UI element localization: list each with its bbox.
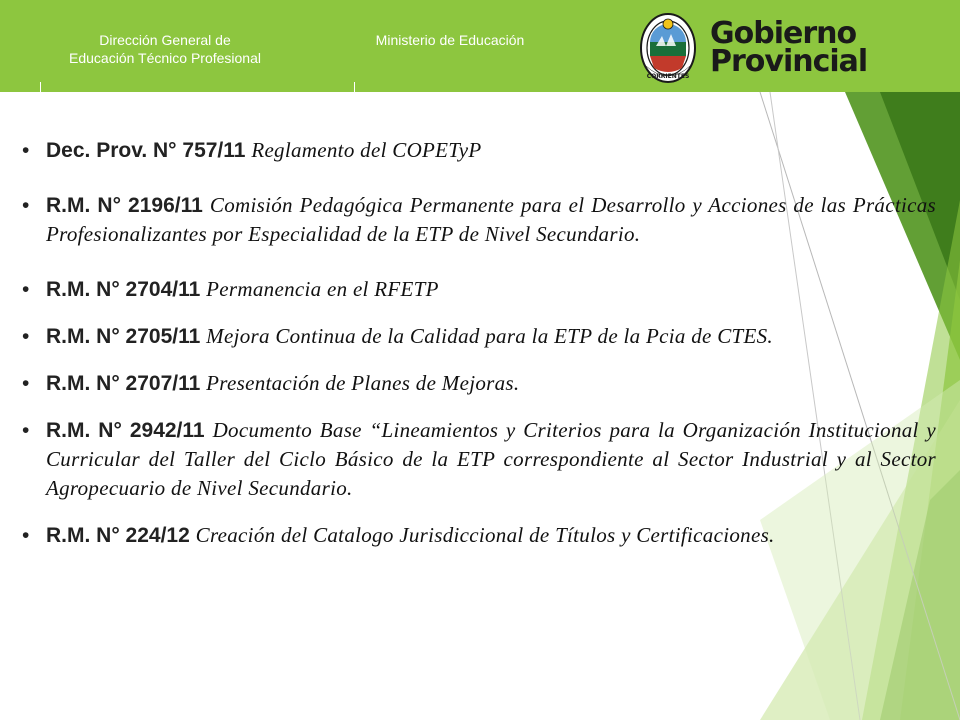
- regulation-description: Creación del Catalogo Jurisdiccional de Títulos y Certificaciones.: [195, 523, 775, 547]
- regulation-description: Permanencia en el RFETP: [206, 277, 439, 301]
- list-item: [20, 369, 936, 398]
- regulation-description: Presentación de Planes de Mejoras.: [206, 371, 520, 395]
- regulation-code: R.M. N° 2707/11: [46, 372, 201, 395]
- bullet-icon: •: [22, 325, 30, 348]
- bullet-icon: •: [22, 194, 30, 217]
- department-name-line2: Educación Técnico Profesional: [69, 50, 261, 66]
- wordmark-line2: Provincial: [710, 44, 868, 79]
- bullet-icon: •: [22, 524, 30, 547]
- wordmark-line1: Gobierno: [710, 16, 857, 51]
- svg-text:CORRIENTES: CORRIENTES: [646, 73, 690, 80]
- list-item: [20, 275, 936, 304]
- ministry-name: Ministerio de Educación: [375, 32, 525, 48]
- regulation-code: R.M. N° 2704/11: [46, 278, 201, 301]
- regulation-code: R.M. N° 2942/11: [46, 419, 205, 442]
- regulations-list: [20, 136, 936, 550]
- regulation-code: R.M. N° 2196/11: [46, 194, 203, 217]
- list-item: [20, 322, 936, 351]
- bullet-icon: •: [22, 278, 30, 301]
- list-item: [20, 191, 936, 249]
- bullet-icon: •: [22, 419, 30, 442]
- regulation-code: R.M. N° 224/12: [46, 524, 190, 547]
- regulation-description: Documento Base “Lineamientos y Criterios para la Organización Institucional y Curricular del Taller del Ciclo Básico de la ETP correspondiente al Sector Industrial y al Sector Agropecuario de Nivel Secundario.: [46, 418, 937, 500]
- bullet-icon: •: [22, 139, 30, 162]
- department-name-line1: Dirección General de: [99, 32, 231, 48]
- bullet-icon: •: [22, 372, 30, 395]
- regulation-description: Comisión Pedagógica Permanente para el Desarrollo y Acciones de las Prácticas Profesionalizantes por Especialidad de la ETP de Nivel Secundario.: [46, 193, 937, 246]
- regulation-code: Dec. Prov. N° 757/11: [46, 139, 246, 162]
- list-item: [20, 136, 936, 165]
- regulation-description: Mejora Continua de la Calidad para la ETP de la Pcia de CTES.: [206, 324, 773, 348]
- list-item: [20, 416, 936, 503]
- regulation-description: Reglamento del COPETyP: [251, 138, 482, 162]
- list-item: [20, 521, 936, 550]
- regulation-code: R.M. N° 2705/11: [46, 325, 201, 348]
